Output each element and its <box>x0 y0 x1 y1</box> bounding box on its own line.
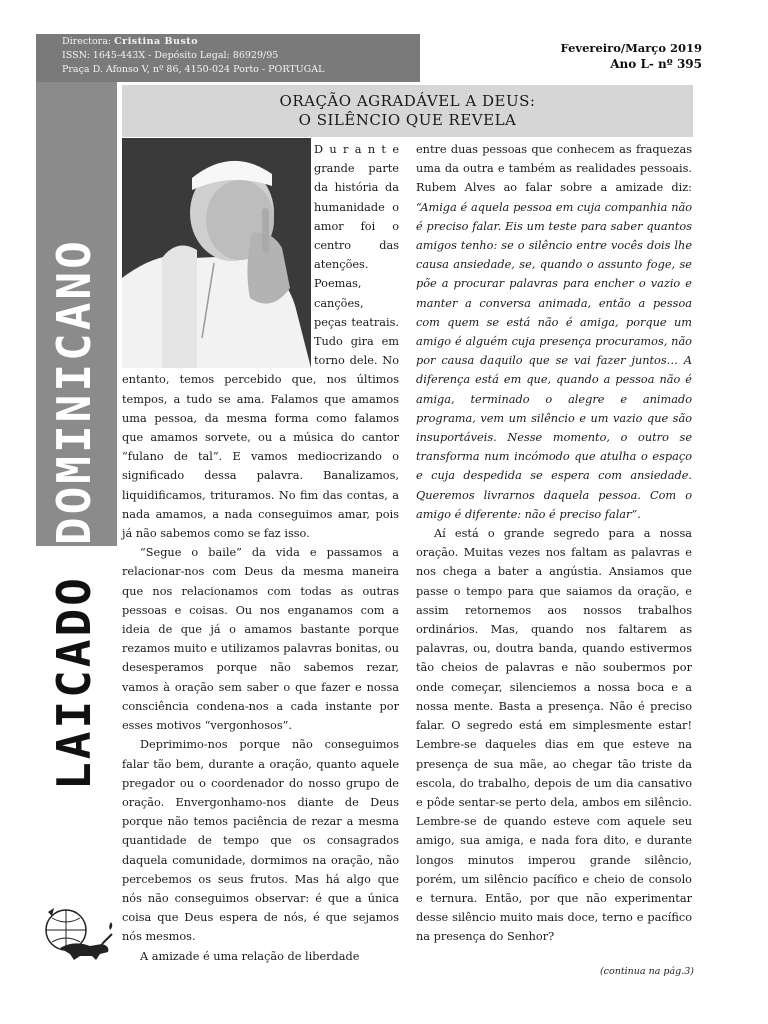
paragraph-6: Aí está o grande segredo para a nossa oração. Muitas vezes nos faltam as palavras e nos chega a bater a angústia. Ansiamos que passe o tempo para que saiamos da oração, e assim retornemos aos nossos trabalhos ordinários. Mas, quando nos faltarem as palavras, ou, doutra banda, quando estivermos tão cheios de palavras e não soubermos por onde começar, silenciemos a nossa boca e a nossa mente. Basta a presença. Não é preciso falar. O segredo está em simplesmente estar! Lembre-se daqueles dias em que esteve na presença de sua mãe, ao chegar tão triste da escola, do trabalho, depois de um dia cansativo e pôde sentar-se perto dela, ambos em silêncio. Lembre-se de quando esteve com aquele seu amigo, sua amiga, e nada fora dito, e durante longos minutos imperou grande silêncio, porém, um silêncio pacífico e cheio de consolo e ternura. Então, por que não experimentar desse silêncio muito mais doce, terno e pacífico na presença do Senhor? <box>416 527 692 944</box>
article-headline <box>122 85 693 137</box>
issue-info <box>561 40 702 72</box>
photo-wrap-space <box>122 140 314 368</box>
headline-line-1: ORAÇÃO AGRADÁVEL A DEUS: <box>279 92 536 110</box>
issn-line: ISSN: 1645-443X - Depósito Legal: 86929/95 <box>62 50 279 61</box>
dominican-dog-torch-globe-icon <box>40 904 114 962</box>
article-column-2 <box>416 140 692 947</box>
article-column-1 <box>122 140 399 966</box>
address-line: Praça D. Afonso V, nº 86, 4150-024 Porto - PORTUGAL <box>62 64 325 75</box>
rubem-alves-quote: “Amiga é aquela pessoa em cuja companhia não é preciso falar. Eis um teste para saber quantos amigos tenho: se o silêncio entre vocês dois lhe causa ansiedade, se, quando o assunto foge, se põe a procurar palavras para encher o vazio e manter a conversa animada, então a pessoa com quem se está não é amiga, porque um amigo é alguém cuja presença procuramos, não por causa daquilo que se vai fazer juntos… A diferença está em que, quando a pessoa não é amiga, terminado o alegre e animado programa, vem um silêncio e um vazio que são insuportáveis. Nesse momento, o outro se transforma num incómodo que atulha o espaço e cuja despedida se espera com ansiedade. Queremos livrarnos daquela pessoa. Com o amigo é diferente: não é preciso falar” <box>416 200 692 521</box>
continued-note: (continua na pág.3) <box>599 966 694 977</box>
director-line <box>62 35 420 49</box>
publication-title <box>39 238 109 790</box>
headline-line-2: O SILÊNCIO QUE REVELA <box>298 111 517 129</box>
masthead <box>36 34 420 82</box>
paragraph-4: A amizade é uma relação de liberdade <box>140 949 360 963</box>
title-word-dominicano: DOMINICANO <box>47 238 101 546</box>
paragraph-5-lead: entre duas pessoas que conhecem as fraquezas uma da outra e também as realidades pessoais. Rubem Alves ao falar sobre a amizade diz: <box>416 143 692 195</box>
dominican-logo <box>40 904 114 962</box>
director-label: Directora: <box>62 36 112 47</box>
paragraph-5 <box>416 140 692 524</box>
director-name: Cristina Busto <box>114 36 199 47</box>
issue-number: Ano L- nº 395 <box>610 57 702 71</box>
paragraph-1: D u r a n t e grande parte da história da humanidade o amor foi o centro das atenções. Poemas, canções, peças teatrais. Tudo gira em torno dele. No entanto, temos percebido que, nos últimos tempos, a tudo se ama. Falamos que amamos uma pessoa, da mesma forma como falamos que amamos sorvete, ou a música do cantor “fulano de tal”. E vamos mediocrizando o significado dessa palavra. Banalizamos, liquidificamos, trituramos. No fim das contas, a nada amamos, a nada conseguimos amar, pois já não sabemos como se faz isso. <box>122 143 399 541</box>
title-word-laicado: LAICADO <box>47 575 101 790</box>
paragraph-3: Deprimimo-nos porque não conseguimos falar tão bem, durante a oração, quanto aquele pregador ou o coordenador do nosso grupo de oração. Envergonhamo-nos diante de Deus porque não temos paciência de rezar a mesma quantidade de tempo que os consagrados daquela comunidade, dormimos na oração, não percebemos os seus frutos. Mas há algo que nós não conseguimos observar: é que a única coisa que Deus espera de nós, é que sejamos nós mesmos. <box>122 738 399 944</box>
paragraph-2: “Segue o baile” da vida e passamos a relacionar-nos com Deus da mesma maneira que nos relacionamos com todas as outras pessoas e coisas. Ou nos enganamos com a ideia de que já o amamos bastante porque rezamos muito e utilizamos palavras bonitas, ou desesperamos porque não sabemos rezar, vamos à oração sem saber o que fazer e nossa consciência condena-nos a cada instante por esses motivos “vergonhosos”. <box>122 546 399 733</box>
paragraph-5-end: . <box>637 507 641 521</box>
issue-date: Fevereiro/Março 2019 <box>560 41 702 55</box>
